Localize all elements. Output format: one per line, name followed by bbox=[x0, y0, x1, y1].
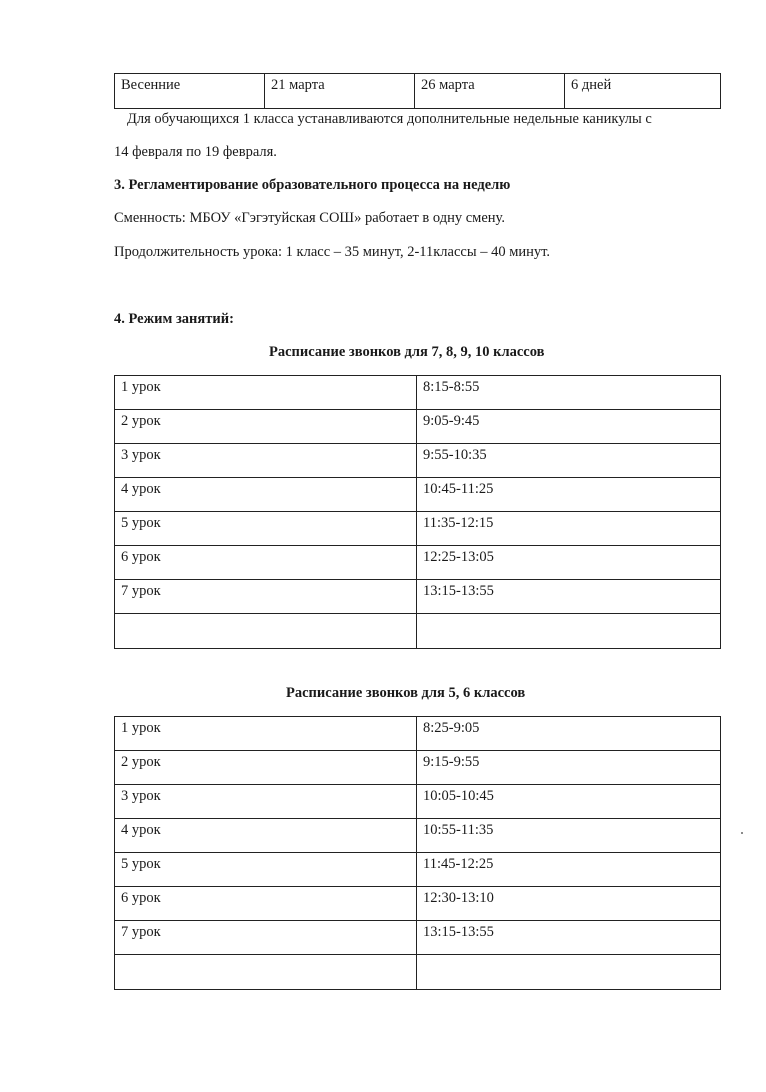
lesson-time bbox=[417, 955, 721, 990]
lesson-number: 3 урок bbox=[115, 785, 417, 819]
table-row bbox=[115, 546, 721, 580]
lesson-number: 5 урок bbox=[115, 853, 417, 887]
table-row bbox=[115, 376, 721, 410]
section-3-heading: 3. Регламентирование образовательного процесса на неделю bbox=[114, 177, 511, 193]
first-grade-note-line1: Для обучающихся 1 класса устанавливаются дополнительные недельные каникулы с bbox=[127, 111, 652, 127]
lesson-number: 2 урок bbox=[115, 410, 417, 444]
lesson-number: 2 урок bbox=[115, 751, 417, 785]
table-row bbox=[115, 785, 721, 819]
table-row bbox=[115, 580, 721, 614]
vacation-name: Весенние bbox=[115, 74, 265, 109]
lesson-time: 13:15-13:55 bbox=[417, 921, 721, 955]
lesson-number: 6 урок bbox=[115, 546, 417, 580]
lesson-number: 4 урок bbox=[115, 478, 417, 512]
section-4-heading: 4. Режим занятий: bbox=[114, 311, 234, 327]
lesson-time: 12:25-13:05 bbox=[417, 546, 721, 580]
table-row bbox=[115, 717, 721, 751]
table-row bbox=[115, 887, 721, 921]
table-row bbox=[115, 921, 721, 955]
table-row bbox=[115, 74, 721, 109]
first-grade-note-line2: 14 февраля по 19 февраля. bbox=[114, 144, 277, 160]
lesson-time: 8:25-9:05 bbox=[417, 717, 721, 751]
schedule-2-table bbox=[114, 716, 721, 990]
vacation-table bbox=[114, 73, 721, 109]
lesson-time: 12:30-13:10 bbox=[417, 887, 721, 921]
lesson-time: 9:05-9:45 bbox=[417, 410, 721, 444]
lesson-number: 1 урок bbox=[115, 376, 417, 410]
schedule-1-table bbox=[114, 375, 721, 649]
lesson-number: 4 урок bbox=[115, 819, 417, 853]
lesson-number: 6 урок bbox=[115, 887, 417, 921]
table-row bbox=[115, 853, 721, 887]
lesson-number bbox=[115, 614, 417, 649]
vacation-duration: 6 дней bbox=[565, 74, 721, 109]
shift-text: Сменность: МБОУ «Гэгэтуйская СОШ» работает в одну смену. bbox=[114, 210, 505, 226]
lesson-number: 7 урок bbox=[115, 580, 417, 614]
lesson-time: 8:15-8:55 bbox=[417, 376, 721, 410]
lesson-time: 11:45-12:25 bbox=[417, 853, 721, 887]
lesson-time bbox=[417, 614, 721, 649]
schedule-1-title: Расписание звонков для 7, 8, 9, 10 классов bbox=[269, 344, 545, 360]
table-row bbox=[115, 478, 721, 512]
table-row bbox=[115, 512, 721, 546]
lesson-time: 10:45-11:25 bbox=[417, 478, 721, 512]
lesson-duration-text: Продолжительность урока: 1 класс – 35 минут, 2-11классы – 40 минут. bbox=[114, 244, 551, 260]
lesson-number: 3 урок bbox=[115, 444, 417, 478]
table-row bbox=[115, 751, 721, 785]
lesson-time: 11:35-12:15 bbox=[417, 512, 721, 546]
scan-speck bbox=[741, 832, 743, 834]
lesson-time: 10:55-11:35 bbox=[417, 819, 721, 853]
lesson-number: 7 урок bbox=[115, 921, 417, 955]
table-row bbox=[115, 955, 721, 990]
lesson-time: 9:55-10:35 bbox=[417, 444, 721, 478]
vacation-start: 21 марта bbox=[265, 74, 415, 109]
lesson-number: 1 урок bbox=[115, 717, 417, 751]
table-row bbox=[115, 410, 721, 444]
lesson-number bbox=[115, 955, 417, 990]
lesson-time: 10:05-10:45 bbox=[417, 785, 721, 819]
lesson-time: 13:15-13:55 bbox=[417, 580, 721, 614]
schedule-2-title: Расписание звонков для 5, 6 классов bbox=[286, 685, 526, 701]
table-row bbox=[115, 444, 721, 478]
lesson-number: 5 урок bbox=[115, 512, 417, 546]
lesson-time: 9:15-9:55 bbox=[417, 751, 721, 785]
vacation-end: 26 марта bbox=[415, 74, 565, 109]
table-row bbox=[115, 819, 721, 853]
table-row bbox=[115, 614, 721, 649]
